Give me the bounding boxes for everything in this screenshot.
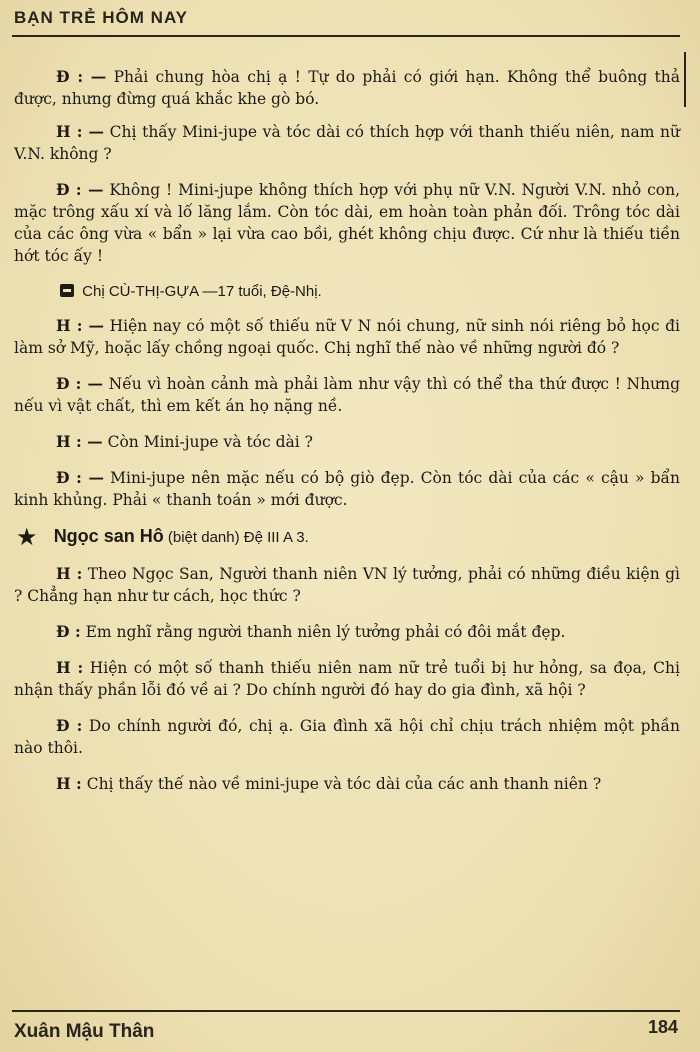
publication-title: Xuân Mậu Thân [14,1021,155,1042]
dialogue-text: Chị thấy thế nào về mini-jupe và tóc dài của các anh thanh niên ? [86,775,602,793]
dialogue-paragraph [14,621,680,643]
dialogue-text: Do chính người đó, chị ạ. Gia đình xã hội chỉ chịu trách nhiệm một phần nào thôi. [14,717,681,757]
dialogue-paragraph [14,373,680,417]
speaker-label: Đ : — [56,374,103,393]
dialogue-paragraph [14,315,680,359]
dialogue-text: Hiện có một số thanh thiếu niên nam nữ trẻ tuổi bị hư hỏng, sa đọa, Chị nhận thấy phần lỗi đó về ai ? Do chính người đó hay do gia đình, xã hội ? [14,659,680,699]
margin-mark [684,52,686,107]
dialogue-text: Em nghĩ rằng người thanh niên lý tưởng phải có đôi mắt đẹp. [85,623,566,641]
dialogue-paragraph [14,467,680,511]
dialogue-paragraph [14,66,680,110]
dialogue-text: Mini-jupe nên mặc nếu có bộ giò đẹp. Còn tóc dài của các « cậu » bẩn kinh khủng. Phải « thanh toán » mới được. [14,469,680,509]
speaker-label: H : — [56,316,105,335]
dialogue-paragraph [14,657,680,701]
dialogue-text: Còn Mini-jupe và tóc dài ? [107,433,313,451]
speaker-label: H : [56,774,82,793]
star-icon: ★ [16,524,38,551]
speaker-label: Đ : — [56,468,104,487]
speaker-label: Đ : — [56,67,107,86]
header-rule [12,35,680,37]
dialogue-text: Chị thấy Mini-jupe và tóc dài có thích hợp với thanh thiếu niên, nam nữ V.N. không ? [14,123,680,163]
speaker-label: Đ : — [56,180,104,199]
interview-body [14,66,680,806]
running-title: BẠN TRẺ HÔM NAY [14,8,188,27]
dialogue-text: Hiện nay có một số thiếu nữ V N nói chung, nữ sinh nói riêng bỏ học đi làm sở Mỹ, hoặc lấy chồng ngoại quốc. Chị nghĩ thế nào về những người đó ? [14,317,680,357]
speaker-label: Đ : [56,622,81,641]
speaker-label: H : — [56,122,105,141]
interviewee-details: —17 tuổi, Đệ-Nhị. [202,283,322,300]
interviewee-heading [14,525,680,549]
interviewee-heading [14,281,680,303]
dialogue-text: Phải chung hòa chị ạ ! Tự do phải có giới hạn. Không thể buông thả được, nhưng đừng quá khắc khe gò bó. [14,68,680,108]
section-marker-icon [60,284,74,297]
page-number: 184 [647,1017,678,1037]
dialogue-paragraph [14,715,680,759]
speaker-label: Đ : [56,716,83,735]
dialogue-text: Nếu vì hoàn cảnh mà phải làm như vậy thì có thể tha thứ được ! Nhưng nếu vì vật chất, thì em kết án họ nặng nề. [14,375,680,415]
dialogue-paragraph [14,773,680,795]
interviewee-details: (biệt danh) Đệ III A 3. [167,529,309,546]
dialogue-paragraph [14,121,680,165]
footer-rule [12,1010,680,1012]
dialogue-paragraph [14,179,680,267]
interviewee-name: Ngọc san Hô [53,526,164,546]
interviewee-name: Chị CÙ-THỊ-GỰA [82,283,199,300]
dialogue-text: Theo Ngọc San, Người thanh niên VN lý tưởng, phải có những điều kiện gì ? Chẳng hạn như tư cách, học thức ? [14,565,681,605]
dialogue-text: Không ! Mini-jupe không thích hợp với phụ nữ V.N. Người V.N. nhỏ con, mặc trông xấu xí và lố lăng lắm. Còn tóc dài, em hoàn toàn phản đối. Trông tóc dài của các ông vừa « bẩn » lại vừa cao bồi, ghét không chịu được. Cứ như là thiếu tiền hớt tóc ấy ! [14,181,680,265]
dialogue-paragraph [14,563,680,607]
speaker-label: H : — [56,432,103,451]
dialogue-paragraph [14,431,680,453]
speaker-label: H : [56,564,83,583]
speaker-label: H : [56,658,84,677]
